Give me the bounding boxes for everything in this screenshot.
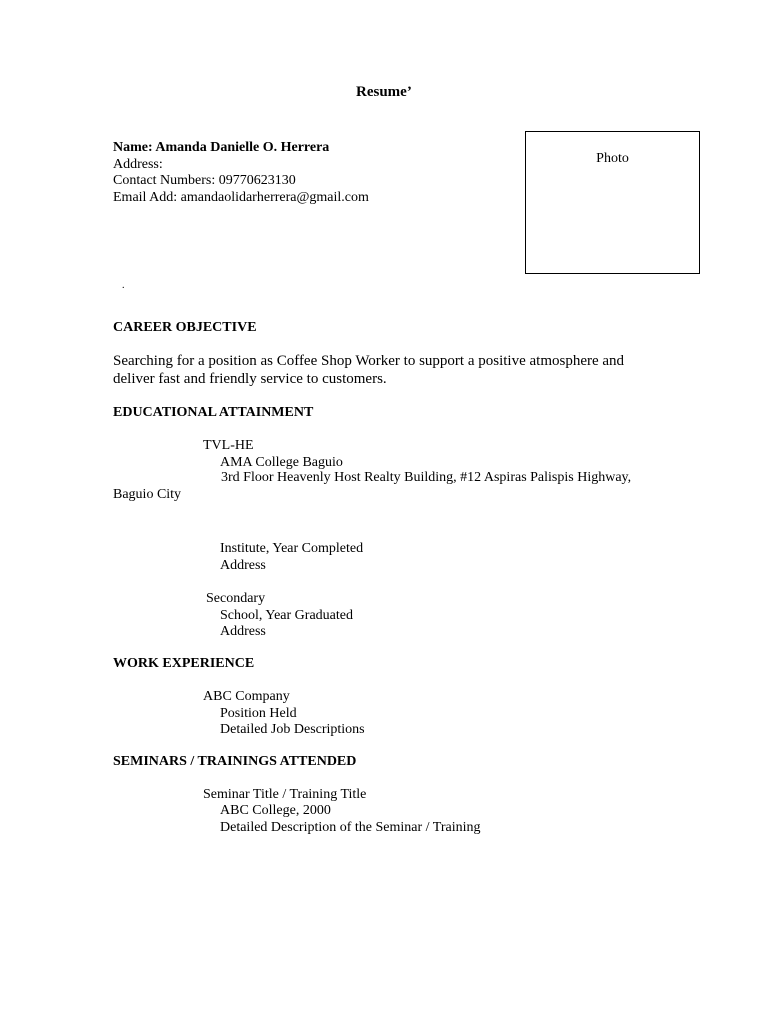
education-level-3: Secondary [206,591,266,606]
education-level-1: TVL-HE [203,438,254,453]
work-position: Position Held [220,706,297,721]
stray-dot: . [122,280,125,291]
seminar-venue: ABC College, 2000 [220,803,331,818]
work-description: Detailed Job Descriptions [220,722,365,737]
education-address-1-line1: 3rd Floor Heavenly Host Realty Building, #12 Aspiras Palispis Highway, [221,470,632,485]
education-school-3: School, Year Graduated [220,608,353,623]
email-label: Email Add: amandaolidarherrera@gmail.com [113,190,369,205]
education-heading: EDUCATIONAL ATTAINMENT [113,405,314,420]
education-address-3: Address [220,624,266,639]
page-title: Resume’ [356,84,412,100]
work-heading: WORK EXPERIENCE [113,656,255,671]
name-label: Name: Amanda Danielle O. Herrera [113,140,330,155]
career-objective-heading: CAREER OBJECTIVE [113,320,257,335]
photo-label: Photo [596,151,629,166]
education-address-2: Address [220,558,266,573]
education-address-1-line2: Baguio City [113,487,182,502]
career-objective-text: Searching for a position as Coffee Shop Worker to support a positive atmosphere and deliver fast and friendly service to customers. [113,353,625,387]
work-company: ABC Company [203,689,290,704]
address-label: Address: [113,157,163,172]
education-school-1: AMA College Baguio [220,455,343,470]
seminar-description: Detailed Description of the Seminar / Training [220,820,481,835]
education-institute-2: Institute, Year Completed [220,541,364,556]
contact-label: Contact Numbers: 09770623130 [113,173,296,188]
seminar-title: Seminar Title / Training Title [203,787,367,802]
seminars-heading: SEMINARS / TRAININGS ATTENDED [113,754,357,769]
photo-box [525,131,700,274]
